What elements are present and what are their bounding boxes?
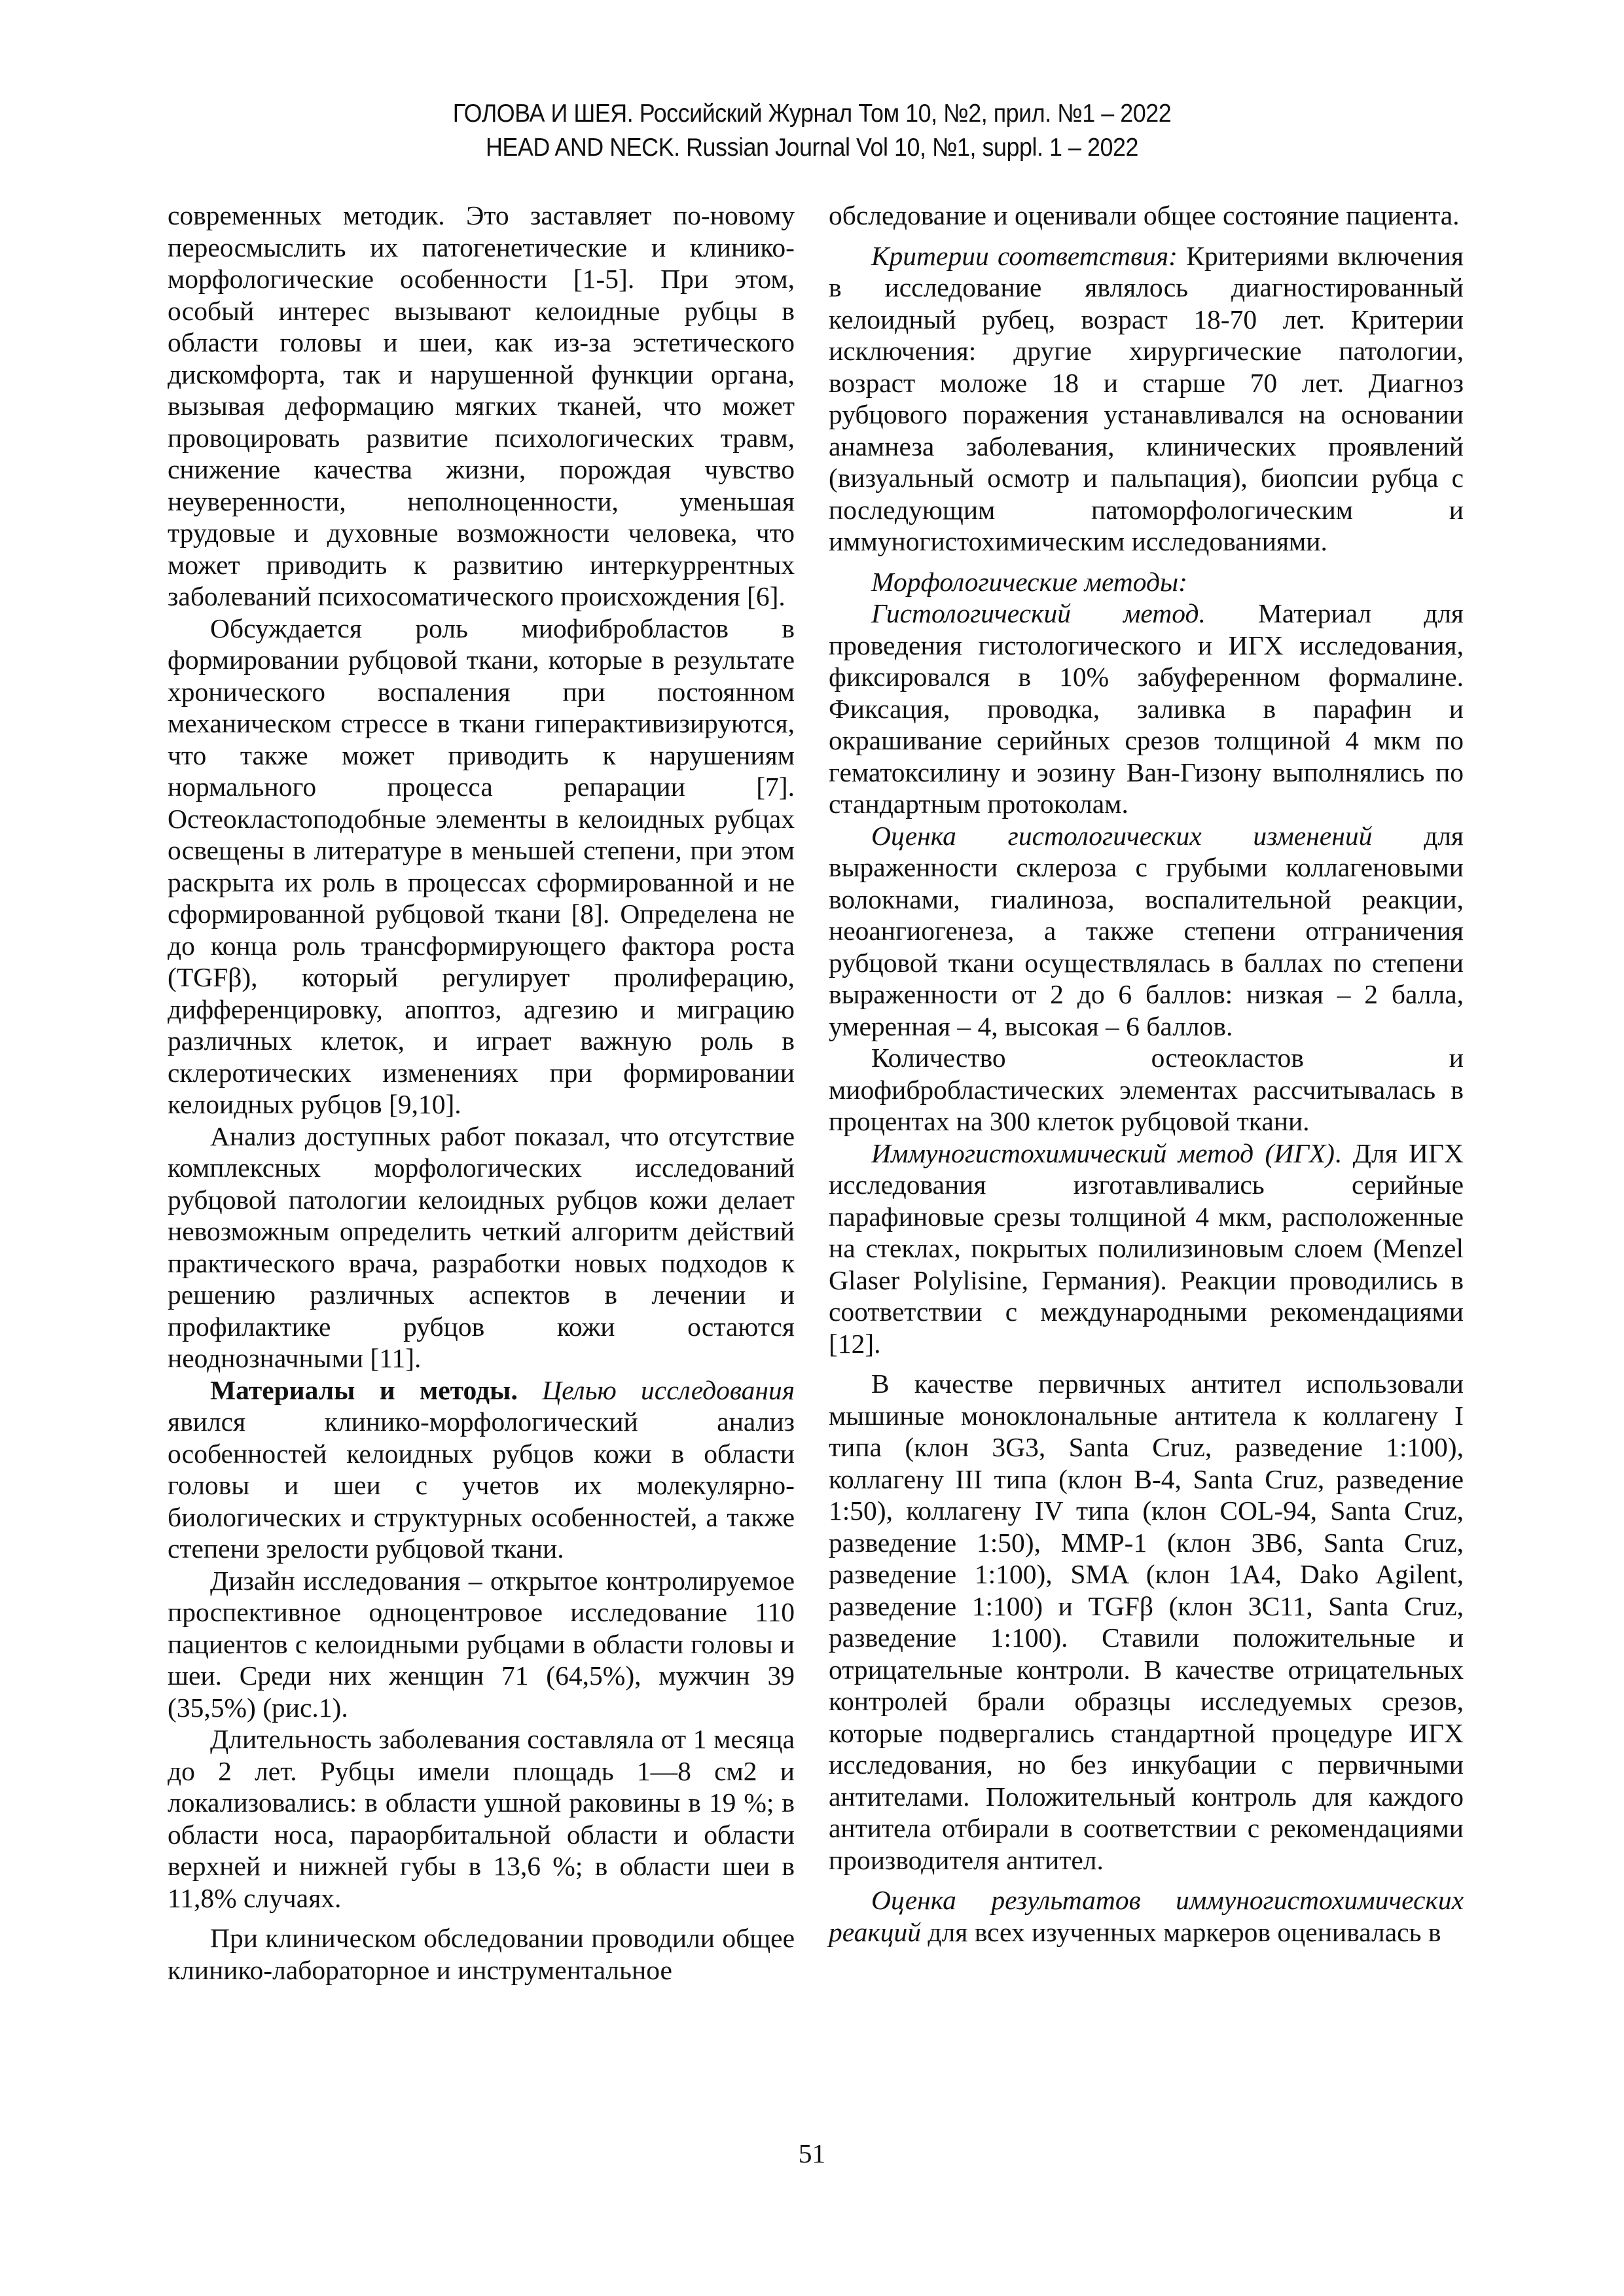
- morphological-methods-label: Морфологические методы:: [871, 566, 1187, 597]
- ihc-method-text: . Для ИГХ исследования изготавливались серийные парафиновые срезы толщиной 4 мкм, расположенные на стеклах, покрытых полилизиновым слоем (Menzel Glaser Polylisine, Германия). Реакции проводились в соответствии с международными рекомендациями [12].: [829, 1138, 1464, 1359]
- header-english-title: HEAD AND NECK. Russian Journal Vol 10, №1, suppl. 1 – 2022: [485, 134, 1139, 162]
- paragraph-clinical-exam: При клиническом обследовании проводили общее клинико-лабораторное и инструментальное: [168, 1923, 795, 1985]
- left-column: [168, 200, 795, 1986]
- page-number: 51: [798, 2138, 826, 2168]
- paragraph-ihc-assessment: [829, 1884, 1464, 1948]
- paragraph-intro-continuation: современных методик. Это заставляет по-новому переосмыслить их патогенетические и клинико-морфологические особенности [1-5]. При этом, особый интерес вызывают келоидные рубцы в области головы и шеи, как из-за эстетического дискомфорта, так и нарушенной функции органа, вызывая деформацию мягких тканей, что может провоцировать развитие психологических травм, снижение качества жизни, порождая чувство неуверенности, неполноценности, уменьшая трудовые и духовные возможности человека, что может приводить к развитию интеркуррентных заболеваний психосоматического происхождения [6].: [168, 200, 795, 611]
- eligibility-text: Критериями включения в исследование являлось диагностированный келоидный рубец, возраст 18-70 лет. Критерии исключения: другие хирургические патологии, возраст моложе 18 и старше 70 лет. Диагноз рубцового поражения устанавливался на основании анамнеза заболевания, клинических проявлений (визуальный осмотр и пальпация), биопсии рубца с последующим патоморфологическим и иммуногистохимическим исследованиями.: [829, 240, 1464, 556]
- ihc-assessment-label: Оценка результатов иммуногистохимических реакций: [829, 1885, 1464, 1947]
- paragraph-myofibroblasts: Обсуждается роль миофибробластов в формировании рубцовой ткани, которые в результате хронического воспаления при постоянном механическом стрессе в ткани гиперактивизируются, что также может приводить к нарушениям нормального процесса репарации [7]. Остеокластоподобные элементы в келоидных рубцах освещены в литературе в меньшей степени, при этом раскрыта их роль в процессах сформированной и не сформированной рубцовой ткани [8]. Определена не до конца роль трансформирующего фактора роста (TGFβ), который регулирует пролиферацию, дифференцировку, апоптоз, адгезию и миграцию различных клеток, и играет важную роль в склеротических изменениях при формировании келоидных рубцов [9,10].: [168, 613, 795, 1119]
- section-heading-materials-methods: Материалы и методы.: [210, 1374, 518, 1405]
- paragraph-disease-duration: Длительность заболевания составляла от 1 месяца до 2 лет. Рубцы имели площадь 1—8 см2 и локализовались: в области ушной раковины в 19 %; в области носа, параорбитальной области и области верхней и нижней губы в 13,6 %; в области шеи в 11,8% случаях.: [168, 1724, 795, 1913]
- ihc-assessment-text: для всех изученных маркеров оценивалась в: [928, 1916, 1441, 1947]
- histological-method-label: Гистологический метод.: [871, 598, 1206, 628]
- subheading-morphological-methods: [829, 566, 1464, 598]
- paragraph-eligibility-criteria: [829, 240, 1464, 558]
- paragraph-ihc-method: [829, 1138, 1464, 1360]
- histological-assessment-text: для выраженности склероза с грубыми коллагеновыми волокнами, гиалиноза, воспалительной реакции, неоангиогенеза, а также степени отграничения рубцовой ткани осуществлялась в баллах по степени выраженности от 2 до 6 баллов: низкая – 2 балла, умеренная – 4, высокая – 6 баллов.: [829, 820, 1464, 1041]
- paragraph-cell-count: Количество остеокластов и миофибробластических элементах рассчитывалась в процентах на 300 клеток рубцовой ткани.: [829, 1043, 1464, 1136]
- paragraph-histological-assessment: [829, 820, 1464, 1043]
- histological-assessment-label: Оценка гистологических изменений: [871, 820, 1373, 851]
- paragraph-clinical-exam-continuation: обследование и оценивали общее состояние пациента.: [829, 200, 1460, 230]
- right-column: [829, 200, 1464, 1948]
- paragraph-study-design: Дизайн исследования – открытое контролируемое проспективное одноцентровое исследование 110 пациентов с келоидными рубцами в области головы и шеи. Среди них женщин 71 (64,5%), мужчин 39 (35,5%) (рис.1).: [168, 1565, 795, 1723]
- study-aim-label: Целью исследования: [542, 1374, 795, 1405]
- running-header: [65, 97, 1559, 165]
- study-aim-text: явился клинико-морфологический анализ особенностей келоидных рубцов кожи в области головы и шеи с учетов их молекулярно-биологических и структурных особенностей, а также степени зрелости рубцовой ткани.: [168, 1407, 795, 1564]
- histological-method-text: Материал для проведения гистологического и ИГХ исследования, фиксировался в 10% забуференном формалине. Фиксация, проводка, заливка в парафин и окрашивание серийных срезов толщиной 4 мкм по гематоксилину и эозину Ван-Гизону выполнялись по стандартным протоколам.: [829, 598, 1464, 819]
- paragraph-analysis: Анализ доступных работ показал, что отсутствие комплексных морфологических исследований рубцовой патологии келоидных рубцов кожи делает невозможным определить четкий алгоритм действий практического врача, разработки новых подходов к решению различных аспектов в лечении и профилактике рубцов кожи остаются неоднозначными [11].: [168, 1121, 795, 1373]
- eligibility-label: Критерии соответствия:: [871, 240, 1178, 271]
- ihc-method-label: Иммуногистохимический метод (ИГХ): [871, 1138, 1335, 1168]
- paragraph-histological-method: [829, 598, 1464, 820]
- header-russian-title: ГОЛОВА И ШЕЯ. Российский Журнал Том 10, №2, прил. №1 – 2022: [452, 99, 1172, 128]
- paragraph-materials-methods: [168, 1374, 795, 1565]
- paragraph-antibodies: В качестве первичных антител использовали мышиные моноклональные антитела к коллагену I типа (клон 3G3, Santa Cruz, разведение 1:100), коллагену III типа (клон B-4, Santa Cruz, разведение 1:50), коллагену IV типа (клон COL-94, Santa Cruz, разведение 1:50), MMP-1 (клон 3B6, Santa Cruz, разведение 1:100), SMA (клон 1A4, Dako Agilent, разведение 1:100) и TGFβ (клон 3C11, Santa Cruz, разведение 1:100). Ставили положительные и отрицательные контроли. В качестве отрицательных контролей брали образцы исследуемых срезов, которые подвергались стандартной процедуре ИГХ исследования, но без инкубации с первичными антителами. Положительный контроль для каждого антитела отбирали в соответствии с рекомендациями производителя антител.: [829, 1369, 1464, 1875]
